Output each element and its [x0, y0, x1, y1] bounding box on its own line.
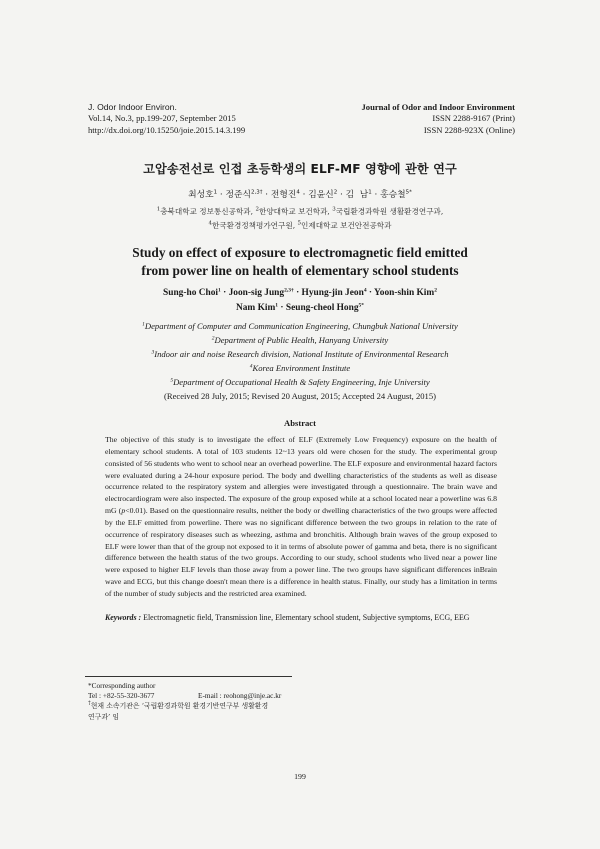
aff-sup: 3	[332, 206, 336, 213]
aff-text: Department of Public Health, Hanyang University	[214, 335, 389, 346]
abstract-body	[105, 434, 497, 600]
aff-sup: 3	[151, 349, 155, 356]
korean-affiliations	[0, 205, 600, 232]
keywords	[105, 613, 525, 622]
author-name: 정준식	[225, 190, 251, 200]
affiliation	[0, 361, 600, 375]
author-sup: 5*	[405, 189, 412, 196]
affiliation	[0, 333, 600, 347]
author-name: 홍승철	[380, 190, 406, 200]
aff-sup: 5	[170, 377, 174, 384]
email[interactable]: E-mail : reohong@inje.ac.kr	[198, 691, 282, 701]
korean-title: 고압송전선로 인접 초등학생의 ELF-MF 영향에 관한 연구	[143, 162, 457, 176]
journal-short-name: J. Odor Indoor Environ.	[88, 102, 177, 112]
journal-full-name: Journal of Odor and Indoor Environment	[361, 102, 515, 112]
english-authors-line: Nam Kim$^1$ · Seung-cheol Hong$^{5*}$	[235, 302, 365, 313]
aff-text: 한국환경정책평가연구원,	[212, 220, 298, 230]
author-sup: 4	[363, 287, 367, 294]
korean-aff-line	[0, 205, 600, 219]
aff-text: Department of Occupational Health & Safety Engineering, Inje University	[173, 377, 430, 388]
author-sup: 1	[368, 189, 372, 196]
aff-sup: 1	[156, 206, 161, 213]
note-mark: †	[88, 700, 91, 707]
aff-sup: 2	[211, 335, 215, 342]
received-dates: (Received 28 July, 2015; Revised 20 August, 2015; Accepted 24 August, 2015)	[163, 391, 437, 401]
abstract-heading: Abstract	[284, 418, 316, 428]
author-name: Joon-sig Jung	[228, 288, 285, 298]
author-name: 최성호	[188, 190, 214, 200]
abstract-text: <0.01). Based on the questionnaire results, neither the body or dwelling characteristics of the two groups were affected by the ELF emitted from powerline. There was no significant difference between the two groups in relation to the rate of occurrence of respiratory diseases such as wheezing, asthma and bronchitis. Although brain waves of the group exposed to ELF were lower than that of the group not exposed to it in terms of absolute power of gamma and beta, there is no significant difference between the health status of the two groups. According to our study, school students who lived near a power line were exposed to higher ELF levels than those away from a power line. The two groups have significant differences inBrain wave and ECG, but this change doesn't mean there is a difference in health status. Finally, our study has a limitation in terms of the number of study subjects and the restricted area examined.	[105, 506, 497, 598]
author-sup: 2,3†	[284, 287, 294, 294]
keywords-text: Electromagnetic field, Transmission line, Elementary school student, Subjective symptoms, ECG, EEG	[141, 613, 470, 622]
footnote-divider	[85, 676, 292, 677]
keywords-label: Keywords :	[105, 613, 142, 622]
telephone: Tel : +82-55-320-3677	[88, 691, 155, 701]
english-authors	[0, 286, 600, 316]
journal-header-right	[361, 102, 515, 136]
aff-text: Indoor air and noise Research division, National Institute of Environmental Research	[154, 349, 449, 360]
author-sup: 2,3†	[250, 189, 263, 196]
aff-text: 충북대학교 정보통신공학과,	[160, 207, 256, 216]
affiliation-note	[88, 701, 281, 711]
author-name: 전형진	[270, 190, 297, 200]
p-value-symbol: p	[121, 506, 126, 516]
corresponding-author: *Corresponding author	[88, 681, 156, 690]
author-name: 김 남	[345, 190, 369, 200]
journal-header-left	[88, 102, 245, 136]
author-sup: 4	[296, 189, 300, 196]
doi-link[interactable]: http://dx.doi.org/10.15250/joie.2015.14.3.199	[88, 124, 246, 135]
volume-pages: Vol.14, No.3, pp.199-207, September 2015	[88, 113, 236, 124]
aff-text: Department of Computer and Communication Engineering, Chungbuk National University	[144, 321, 458, 331]
abstract-text: The objective of this study is to investigate the effect of ELF (Extremely Low Frequency) exposure on the health of elementary school students. A total of 103 students 12~13 years old were chosen for the study. The experimental group consisted of 56 students who went to school near an overhead powerline. The ELF exposure and environmental hazard factors were evaluated during a 24-hour exposure period. The body and dwelling characteristics of the students as well as disease occurrence related to the respiratory system and allergies were investigated through a questionnaire. The brain wave and electrocardiogram were also inspected. The exposure of the group exposed while at a school located near a powerline was 6.8 mG (	[105, 435, 497, 516]
english-authors-line: Sung-ho Choi$^1$ · Joon-sig Jung$^{2,3\dagger}$ · Hyung-jin Jeon$^4$ · Yoon-shin Kim$^2$	[163, 287, 437, 298]
aff-sup: 4	[208, 220, 212, 226]
author-sup: 1	[275, 302, 279, 309]
aff-sup: 2	[255, 206, 259, 213]
author-name: Hyung-jin Jeon	[301, 288, 364, 298]
note-text: 현재 소속기관은 ‘국립환경과학원 환경기반연구부 생활환경	[90, 702, 269, 711]
note-text: 연구과’ 임	[88, 712, 120, 721]
affiliation	[0, 319, 600, 333]
author-sup: 1	[218, 287, 221, 294]
english-title-line: Study on effect of exposure to electromagnetic field emitted	[132, 245, 468, 260]
author-name: Nam Kim	[235, 303, 276, 313]
korean-aff-line	[0, 219, 600, 233]
author-name: Yoon-shin Kim	[374, 288, 435, 298]
english-title	[0, 244, 600, 279]
author-sup: 1	[213, 189, 218, 196]
aff-text: Korea Environment Institute	[252, 363, 351, 374]
affiliation	[0, 347, 600, 361]
aff-text: 인제대학교 보건안전공학과	[301, 220, 392, 230]
english-title-line: from power line on health of elementary school students	[141, 262, 459, 278]
aff-text: 국립환경과학원 생활환경연구과,	[335, 207, 444, 216]
aff-sup: 5	[297, 220, 302, 226]
korean-authors: 최성호$^1$ · 정준식$^{2,3\dagger}$ · 전형진$^4$ · 김윤신$^2$ · 김 남$^1$ · 홍승철$^{5*}$	[188, 189, 412, 200]
page-number: 199	[294, 772, 306, 781]
aff-text: 한양대학교 보건학과,	[258, 207, 333, 216]
author-name: Sung-ho Choi	[163, 288, 219, 298]
issn-online: ISSN 2288-923X (Online)	[423, 124, 515, 135]
author-name: Seung-cheol Hong	[285, 303, 359, 313]
author-name: 김윤신	[308, 190, 334, 200]
author-sup: 5*	[358, 302, 365, 309]
aff-sup: 4	[249, 363, 253, 370]
english-affiliations	[0, 319, 600, 389]
footnote	[88, 681, 281, 722]
contact-line	[88, 691, 281, 701]
issn-print: ISSN 2288-9167 (Print)	[432, 113, 515, 124]
author-sup: 2	[434, 287, 437, 294]
affiliation	[0, 375, 600, 389]
author-sup: 2	[333, 189, 338, 196]
aff-sup: 1	[142, 321, 145, 328]
